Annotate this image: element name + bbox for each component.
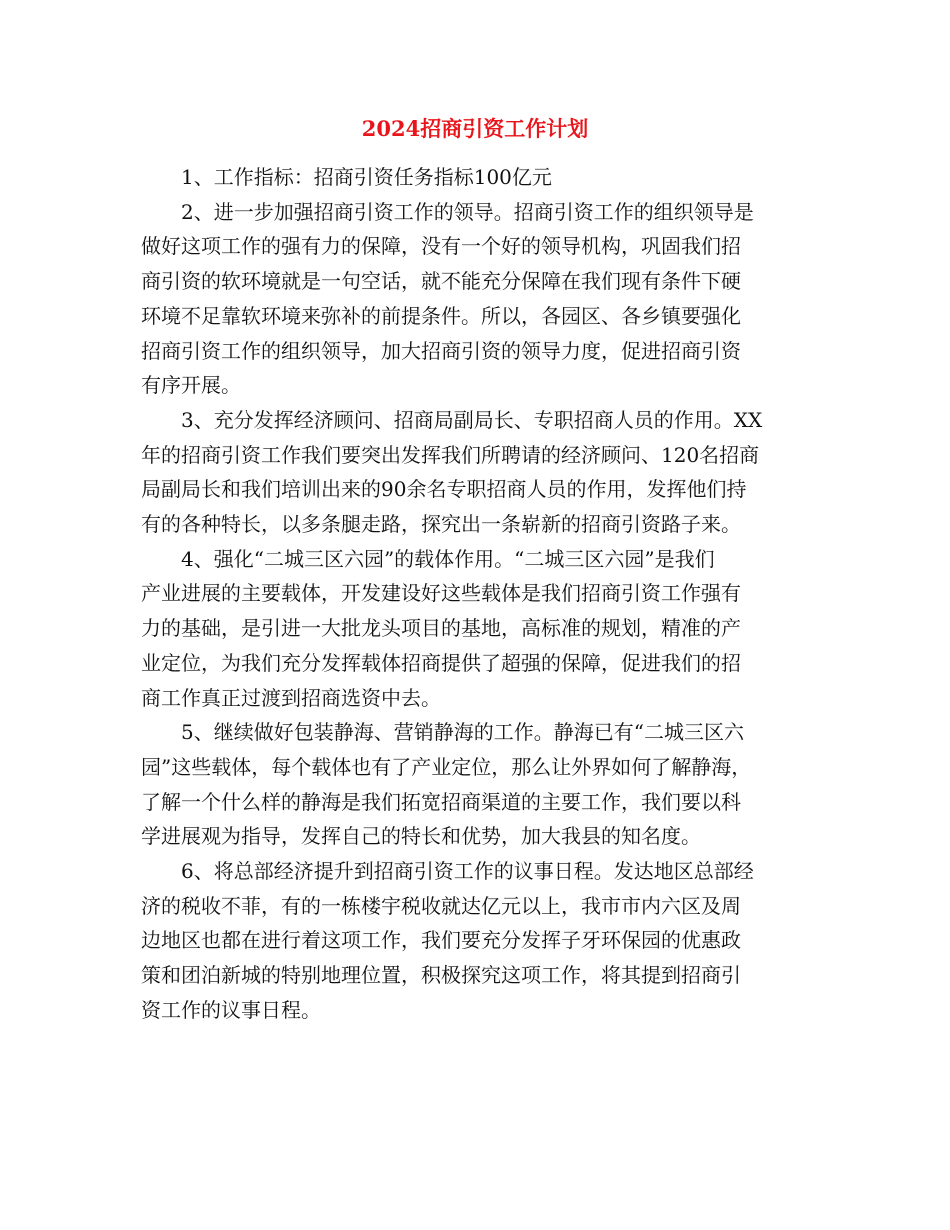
paragraph-6	[141, 854, 809, 1028]
paragraph-line: 产业进展的主要载体，开发建设好这些载体是我们招商引资工作强有	[141, 581, 741, 606]
paragraph-line: 4、强化“二城三区六园”的载体作用。“二城三区六园”是我们	[181, 546, 715, 571]
paragraph-line: 力的基础，是引进一大批龙头项目的基地，高标准的规划，精准的产	[141, 616, 741, 641]
paragraph-line: 局副局长和我们培训出来的90余名专职招商人员的作用，发挥他们持	[141, 477, 747, 502]
paragraph-line: 资工作的议事日程。	[141, 997, 321, 1022]
paragraph-line: 做好这项工作的强有力的保障，没有一个好的领导机构，巩固我们招	[141, 234, 741, 259]
paragraph-3	[141, 403, 809, 542]
paragraph-line: 6、将总部经济提升到招商引资工作的议事日程。发达地区总部经	[181, 859, 754, 884]
paragraph-1	[141, 160, 809, 195]
paragraph-line: 商工作真正过渡到招商选资中去。	[141, 685, 441, 710]
paragraph-line: 商引资的软环境就是一句空话，就不能充分保障在我们现有条件下硬	[141, 269, 741, 294]
paragraph-line: 了解一个什么样的静海是我们拓宽招商渠道的主要工作，我们要以科	[141, 789, 741, 814]
document-body	[141, 160, 809, 1028]
paragraph-line: 3、充分发挥经济顾问、招商局副局长、专职招商人员的作用。XX	[181, 407, 763, 432]
paragraph-line: 2、进一步加强招商引资工作的领导。招商引资工作的组织领导是	[181, 199, 754, 224]
paragraph-line: 有的各种特长，以多条腿走路，探究出一条崭新的招商引资路子来。	[141, 512, 741, 537]
paragraph-line: 园”这些载体，每个载体也有了产业定位，那么让外界如何了解静海，	[141, 754, 752, 779]
paragraph-line: 边地区也都在进行着这项工作，我们要充分发挥子牙环保园的优惠政	[141, 928, 741, 953]
paragraph-line: 5、继续做好包装静海、营销静海的工作。静海已有“二城三区六	[181, 720, 744, 745]
paragraph-2	[141, 195, 809, 403]
paragraph-4	[141, 542, 809, 716]
paragraph-line: 有序开展。	[141, 373, 241, 398]
paragraph-line: 环境不足靠软环境来弥补的前提条件。所以，各园区、各乡镇要强化	[141, 303, 741, 328]
paragraph-5	[141, 715, 809, 854]
paragraph-line: 年的招商引资工作我们要突出发挥我们所聘请的经济顾问、120名招商	[141, 442, 760, 467]
paragraph-line: 济的税收不菲，有的一栋楼宇税收就达亿元以上，我市市内六区及周	[141, 893, 741, 918]
paragraph-line: 策和团泊新城的特别地理位置，积极探究这项工作，将其提到招商引	[141, 963, 741, 988]
paragraph-line: 招商引资工作的组织领导，加大招商引资的领导力度，促进招商引资	[141, 338, 741, 363]
paragraph-line: 业定位，为我们充分发挥载体招商提供了超强的保障，促进我们的招	[141, 650, 741, 675]
paragraph-line: 1、工作指标：招商引资任务指标100亿元	[181, 165, 552, 189]
document-title: 2024招商引资工作计划	[361, 116, 589, 141]
paragraph-line: 学进展观为指导，发挥自己的特长和优势，加大我县的知名度。	[141, 824, 701, 849]
